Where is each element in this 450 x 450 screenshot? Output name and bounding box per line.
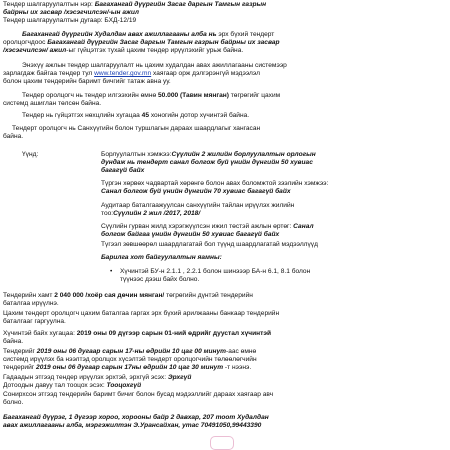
submission-deadline: 2019 оны 06 дугаар сарын 17-ны өдрийн 10 цаг 00 минут [36,348,227,355]
p8-text: тендерийг [3,364,37,371]
p6-line-4: баталгааг гаргуулна. [3,318,66,325]
p7-text: Хүчинтэй байх хугацаа: [3,330,77,337]
req-5-line-2: түүнээс дээш байх болно. [120,276,200,283]
req-4-line-2: болгож байгаа үнийн дүнгийн 50 хувиас багагүй байх [101,231,280,238]
tender-website-link[interactable]: www.tender.gov.mn [94,70,152,77]
req-5-title: Барилга хот байгуулалтын яамны: [101,254,222,261]
req-value: Сүүлийн 2 жил /2017, 2018/ [113,210,201,217]
tender-name-label: Тендер шалгаруулалтын нэр: [3,1,95,8]
p8-text: -т нээнэ. [223,364,252,371]
p6-line-3: Цахим тендерт оролцогч цахим баталгаа гаргах эрх бүхий арилжааны банкаар тендерийн [3,310,280,317]
p7-line-1 [3,330,271,338]
intro-project: /хэсэгчилсэн/ ажил [3,47,67,54]
intro-text: -ыг гүйцэтгэх тухай цахим тендер ирүүлэхийг урьж байна. [66,47,244,54]
intro-line-3 [3,47,243,55]
req-text: Борлуулалтын хэмжээ: [101,151,172,158]
tender-number: Тендер шалгаруулалтын дугаар: БХД-12/19 [3,17,137,24]
p9-text: Гадаадын этгээд тендер ирүүлэх эрхтэй, эрхгүй эсэх: [3,374,168,381]
p2-text: хаягаар орж дэлгэрэнгүй мэдээлэл [151,70,260,77]
p9-text: Дотоодын давуу тал тооцох эсэх: [3,382,107,389]
bullet-icon: • [110,268,113,275]
p2-line-1: Энэхүү ажлын тендер шалгаруулалт нь цахим худалдан авах ажиллагааны системээр [22,62,287,69]
req-4-line-1 [101,223,314,231]
req-5-bullet: Хүчинтэй БУ-н 2.1.1 , 2.2.1 болон шинэээр БА-н 6.1, 8.1 болон [120,268,311,275]
p5-line-2: байна. [3,133,24,140]
req-3-line-1: Аудитаар баталгаажуулсан санхүүгийн тайлан ирүүлэх жилийн [101,202,295,209]
domestic-preference: Тооцохгүй [106,382,142,389]
requirements-label: Үүнд: [22,151,39,158]
p3-text: төгрөгийг цахим [228,92,281,99]
intro-text: эрх бүхий тендерт [216,31,275,38]
p7-line-2: байна. [3,338,24,345]
p9-line-1 [3,374,191,382]
p8-line-2: системд ирүүлэх ба нээлтэд оролцох хүсэлтэй тендерт оролцогчийн төлөөлөгчийн [3,356,257,363]
p8-text: -аас өмнө [226,348,257,355]
req-value: Санал [293,223,314,230]
req-2-line-1: Түргэн хөрвөх чадвартай хөрөнгө болон авах боломжтой зээлийн хэмжээ: [101,180,329,187]
tender-name-line [3,1,266,9]
req-1-line-3: багагүй байх [101,167,145,174]
req-3-line-2 [101,210,200,218]
foreign-eligibility: Эрхгүй [167,374,192,381]
req-value: Сүүлийн 2 жилийн борлуулалтын орлогын [171,151,316,158]
opening-time: 2019 оны 06 дугаар сарын 17ны өдрийн 10 цаг 30 минут [36,364,224,371]
contact-address-line-1: Багахангай дүүрэг, 1 дүгээр хороо, хорооны байр 2 давхар, 207 тоот Худалдан [3,414,269,421]
intro-line-1 [22,31,274,39]
intro-line-2 [3,39,280,47]
p2-line-2 [3,70,260,78]
p3-text: Тендер оролцогч нь тендер илгээхийн өмнө [22,92,158,99]
p2-line-3: болон цахим тендерийн баримт бичгийг татаж авна уу. [3,78,171,85]
intro-project: Багахангай дүүргийн Засаг даргын Тамгын газрын байрны их засвар [47,39,280,46]
p9-line-2 [3,382,141,390]
p6-line-1 [3,292,253,300]
p8-line-1 [3,348,256,356]
p9-line-3: Сонирхсон этгээд тендерийн баримт бичиг болон бусад мэдээллийг дараах хаягаар авч [3,391,274,398]
guarantee-amount: 2 040 000 /хоёр сая дөчин мянган/ [54,292,165,299]
req-1-line-1 [101,151,316,159]
validity-days: 45 [141,112,149,119]
p4-text: хоногийн дотор хүчинтэй байна. [149,112,250,119]
p8-line-3 [3,364,251,372]
req-4-line-3: Түгээл зөвшөөрөл шаардлагатай бол түүнд шаардлагатай мэдээллүүд [101,241,318,248]
intro-agency: Багахангай дүүргийн Худалдан авах ажиллагааны алба нь [22,31,217,38]
fee-amount: 50.000 (Тавин мянган) [157,92,229,99]
p3-line-1 [22,92,280,100]
req-text: тоо: [101,210,114,217]
p4-text: Тендер нь гүйцэтгэх нөхцлийн хугацаа [22,112,142,119]
tender-name-line-2: байрны их засвар /хэсэгчилсэн/-ын ажил [3,9,139,16]
contact-address-line-2: авах ажиллагааны алба, мэргэжилтэн Э.Урансайхан, утас 70491050,99443390 [3,422,262,429]
p5-line-1: Тендерт оролцогч нь Санхүүгийн болон туршлагын дараах шаардлагыг хангасан [12,125,261,132]
p6-text: төгрөгийн дүнтэй тендерийн [164,292,253,299]
p4-line-1 [22,112,249,120]
intro-text: оролцогчдоос [3,39,48,46]
req-2-line-2: Санал болгож буй үнийн дүнгийн 70 хувиас багагүй байх [101,188,291,195]
req-text: Сүүлийн гурван жилд хэрэгжүүлсэн ижил төстэй ажлын өртөг: [101,223,294,230]
tender-name-value: Багахангай дүүргийн Засаг даргын Тамгын газрын [94,1,267,8]
p3-line-2: системд ашиглан төлсөн байна. [3,100,102,107]
p6-text: Тендерийн хамт [3,292,55,299]
stamp-mark [210,436,234,450]
req-1-line-2: дундаж нь тендерт санал болгож буй үнийн дүнгийн 50 хувиас [101,159,313,166]
p8-text: Тендерийг [3,348,37,355]
p2-text: зарлагдаж байгаа тендер тул [3,70,95,77]
p6-line-2: баталгаа ирүүлнэ. [3,300,59,307]
validity-date: 2019 оны 09 дүгээр сарын 01-ний өдрийг дуустал хүчинтэй [76,330,272,337]
p9-line-4: болно. [3,399,24,406]
